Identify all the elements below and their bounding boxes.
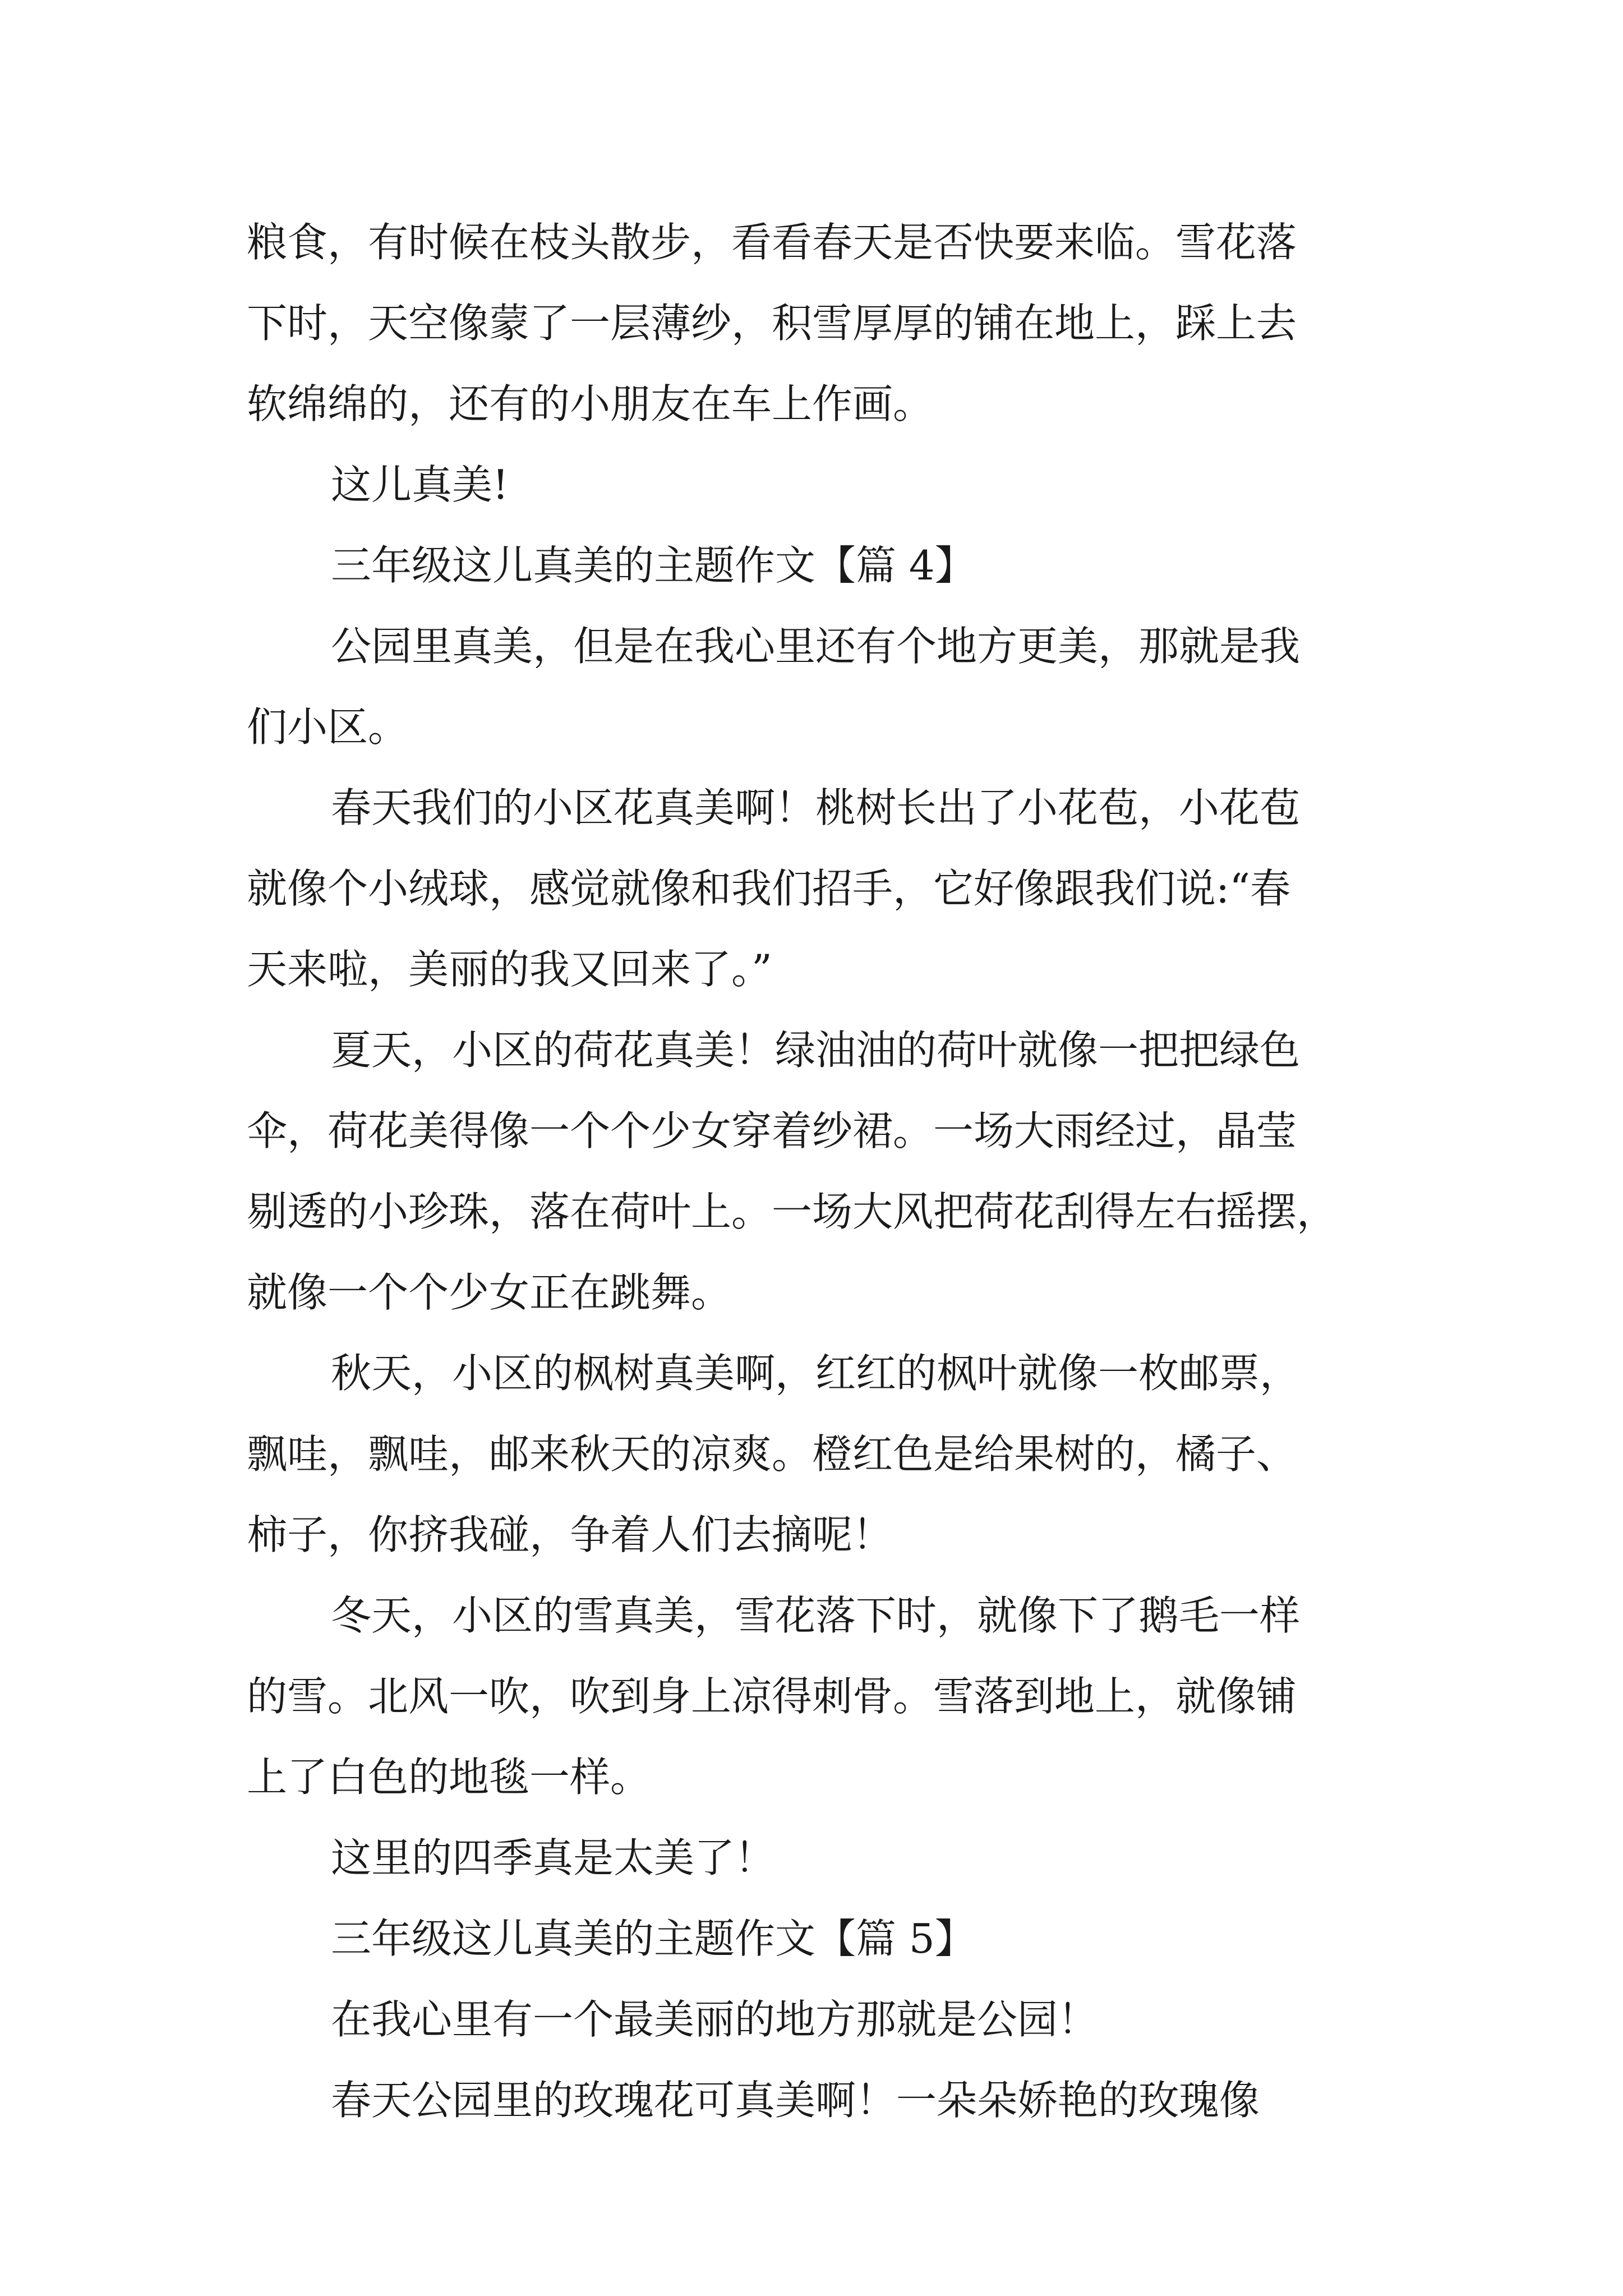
section-heading: 三年级这儿真美的主题作文【篇 5】 [331,1915,975,1962]
text-line: 春天公园里的玫瑰花可真美啊！一朵朵娇艳的玫瑰像 [331,2077,1260,2124]
text-line: 这儿真美! [331,461,509,508]
text-line: 上了白色的地毯一样。 [247,1754,651,1801]
text-line: 的雪。北风一吹，吹到身上凉得刺骨。雪落到地上，就像铺 [247,1673,1297,1720]
text-line: 公园里真美，但是在我心里还有个地方更美，那就是我 [331,623,1301,670]
text-line: 这里的四季真是太美了！ [331,1834,776,1881]
text-line: 就像个小绒球，感觉就像和我们招手，它好像跟我们说:“春 [247,865,1291,912]
text-line: 天来啦，美丽的我又回来了。” [247,946,772,993]
section-heading: 三年级这儿真美的主题作文【篇 4】 [331,542,975,589]
text-line: 们小区。 [247,703,409,751]
text-line: 软绵绵的，还有的小朋友在车上作画。 [247,380,934,427]
essay-text [247,202,1391,2141]
text-line: 春天我们的小区花真美啊！桃树长出了小花苞，小花苞 [331,784,1301,831]
text-line: 秋天，小区的枫树真美啊，红红的枫叶就像一枚邮票， [331,1350,1301,1397]
text-line: 下时，天空像蒙了一层薄纱，积雪厚厚的铺在地上，踩上去 [247,300,1297,347]
text-line: 粮食，有时候在枝头散步，看看春天是否快要来临。雪花落 [247,219,1297,266]
text-line: 冬天，小区的雪真美，雪花落下时，就像下了鹅毛一样 [331,1592,1301,1639]
text-line: 伞，荷花美得像一个个少女穿着纱裙。一场大雨经过，晶莹 [247,1107,1297,1154]
text-line: 剔透的小珍珠，落在荷叶上。一场大风把荷花刮得左右摇摆， [247,1188,1338,1235]
text-line: 柿子，你挤我碰，争着人们去摘呢！ [247,1511,893,1558]
text-line: 夏天，小区的荷花真美！绿油油的荷叶就像一把把绿色 [331,1027,1301,1074]
text-line: 就像一个个少女正在跳舞。 [247,1269,732,1316]
text-line: 在我心里有一个最美丽的地方那就是公园！ [331,1996,1099,2043]
text-line: 飘哇，飘哇，邮来秋天的凉爽。橙红色是给果树的，橘子、 [247,1430,1297,1478]
